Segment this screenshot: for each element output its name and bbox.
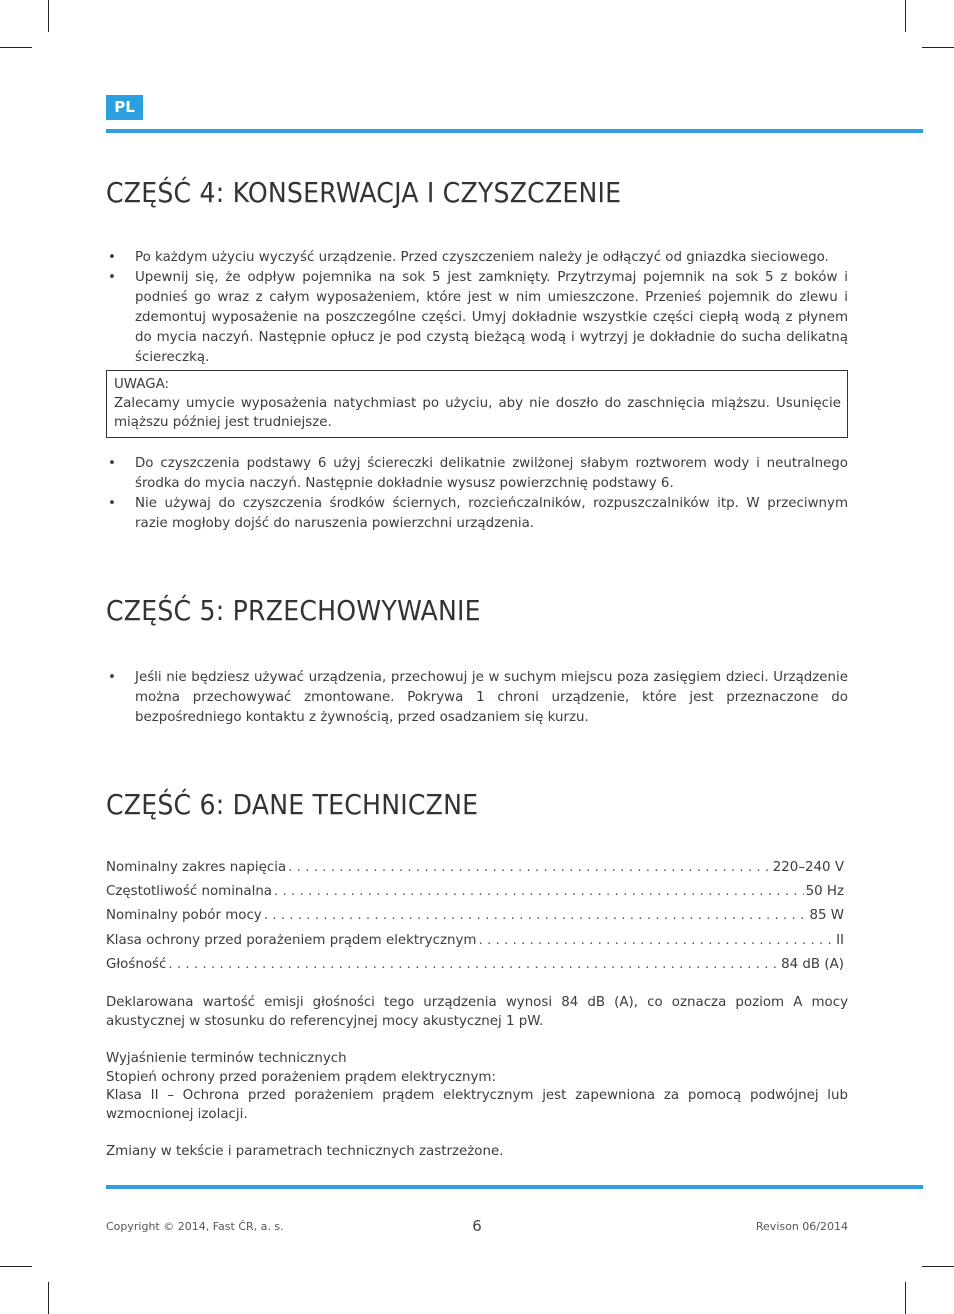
note-label: UWAGA:	[114, 377, 170, 392]
section-6-title: CZĘŚĆ 6: DANE TECHNICZNE	[106, 788, 479, 821]
spec-value: 85 W	[809, 908, 844, 923]
spec-leader	[288, 856, 771, 880]
language-badge: PL	[106, 95, 143, 120]
section-5-title: CZĘŚĆ 5: PRZECHOWYWANIE	[106, 594, 481, 627]
section-5-heading-wrap	[106, 594, 848, 627]
spec-label: Częstotliwość nominalna	[106, 884, 273, 899]
spec-label: Głośność	[106, 957, 167, 972]
spec-leader	[168, 953, 779, 977]
terms-block	[106, 1050, 848, 1124]
note-text: Zalecamy umycie wyposażenia natychmiast po użyciu, aby nie doszło do zaschnięcia miąższu. Usunięcie miąższu później jest trudniejsze.	[114, 396, 841, 430]
list-item: • Jeśli nie będziesz używać urządzenia, przechowuj je w suchym miejscu poza zasięgiem dzieci. Urządzenie można przechowywać zmontowane. Pokrywa 1 chroni urządzenie, które jest przeznaczone do bezpośredniego kontaktu z żywnością, przed osadzaniem się kurzu.	[106, 668, 848, 728]
spec-row	[106, 953, 844, 977]
list-item: • Nie używaj do czyszczenia środków ściernych, rozcieńczalników, rozpuszczalników itp. W przeciwnym razie mogłoby dojść do naruszenia powierzchni urządzenia.	[106, 494, 848, 534]
list-item: • Upewnij się, że odpływ pojemnika na sok 5 jest zamknięty. Przytrzymaj pojemnik na sok 5 z boków i podnieś go wraz z całym wyposażeniem, które jest w nim umieszczone. Przenieś pojemnik do zlewu i zdemontuj wyposażenie na poszczególne części. Umyj dokładnie wszystkie części ciepłą wodą z płynem do mycia naczyń. Następnie opłucz je pod czystą bieżącą wodą i wytrzyj je dokładnie do sucha delikatną ściereczką.	[106, 268, 848, 368]
spec-leader	[264, 904, 808, 928]
spec-leader	[274, 880, 804, 904]
section-4-bullets-a	[106, 248, 848, 368]
crop-mark	[48, 1282, 49, 1314]
spec-row	[106, 904, 844, 928]
crop-mark	[0, 1266, 32, 1267]
terms-heading: Wyjaśnienie terminów technicznych	[106, 1051, 347, 1066]
spec-value: II	[836, 933, 844, 948]
section-6-heading-wrap	[106, 788, 848, 821]
spec-value: 50 Hz	[805, 884, 844, 899]
spec-label: Nominalny pobór mocy	[106, 908, 262, 923]
spec-leader	[478, 929, 834, 953]
section-4-bullets-b	[106, 454, 848, 534]
spec-value: 84 dB (A)	[781, 957, 844, 972]
spec-label: Nominalny zakres napięcia	[106, 860, 287, 875]
spec-label: Klasa ochrony przed porażeniem prądem elektrycznym	[106, 933, 477, 948]
section-4-heading-wrap	[106, 176, 848, 209]
terms-text: Klasa II – Ochrona przed porażeniem prądem elektrycznym jest zapewniona za pomocą podwójnej lub wzmocnionej izolacji.	[106, 1088, 848, 1122]
crop-mark	[905, 0, 906, 32]
spec-row	[106, 880, 844, 904]
crop-mark	[922, 47, 954, 48]
list-item: • Do czyszczenia podstawy 6 użyj ściereczki delikatnie zwilżonej słabym roztworem wody i neutralnego środka do mycia naczyń. Następnie dokładnie wysusz powierzchnię podstawy 6.	[106, 454, 848, 494]
spec-value: 220–240 V	[772, 860, 844, 875]
crop-mark	[48, 0, 49, 32]
crop-mark	[922, 1266, 954, 1267]
terms-subheading: Stopień ochrony przed porażeniem prądem elektrycznym:	[106, 1069, 496, 1085]
spec-row	[106, 856, 844, 880]
noise-declaration: Deklarowana wartość emisji głośności tego urządzenia wynosi 84 dB (A), co oznacza poziom A mocy akustycznej w stosunku do referencyjnej mocy akustycznej 1 pW.	[106, 995, 848, 1029]
crop-mark	[0, 47, 32, 48]
crop-mark	[905, 1282, 906, 1314]
note-box	[106, 370, 848, 438]
section-4-title: CZĘŚĆ 4: KONSERWACJA I CZYSZCZENIE	[106, 176, 622, 209]
footer-copyright: Copyright © 2014, Fast ČR, a. s.	[106, 1220, 284, 1233]
list-item: • Po każdym użyciu wyczyść urządzenie. Przed czyszczeniem należy je odłączyć od gniazdka sieciowego.	[106, 248, 848, 268]
changes-note: Zmiany w tekście i parametrach technicznych zastrzeżone.	[106, 1144, 504, 1159]
spec-row	[106, 929, 844, 953]
page-number: 6	[472, 1217, 482, 1235]
footer-revision: Revison 06/2014	[755, 1220, 848, 1233]
header-rule	[106, 129, 923, 133]
section-5-bullets	[106, 668, 848, 728]
footer-rule	[106, 1185, 923, 1189]
